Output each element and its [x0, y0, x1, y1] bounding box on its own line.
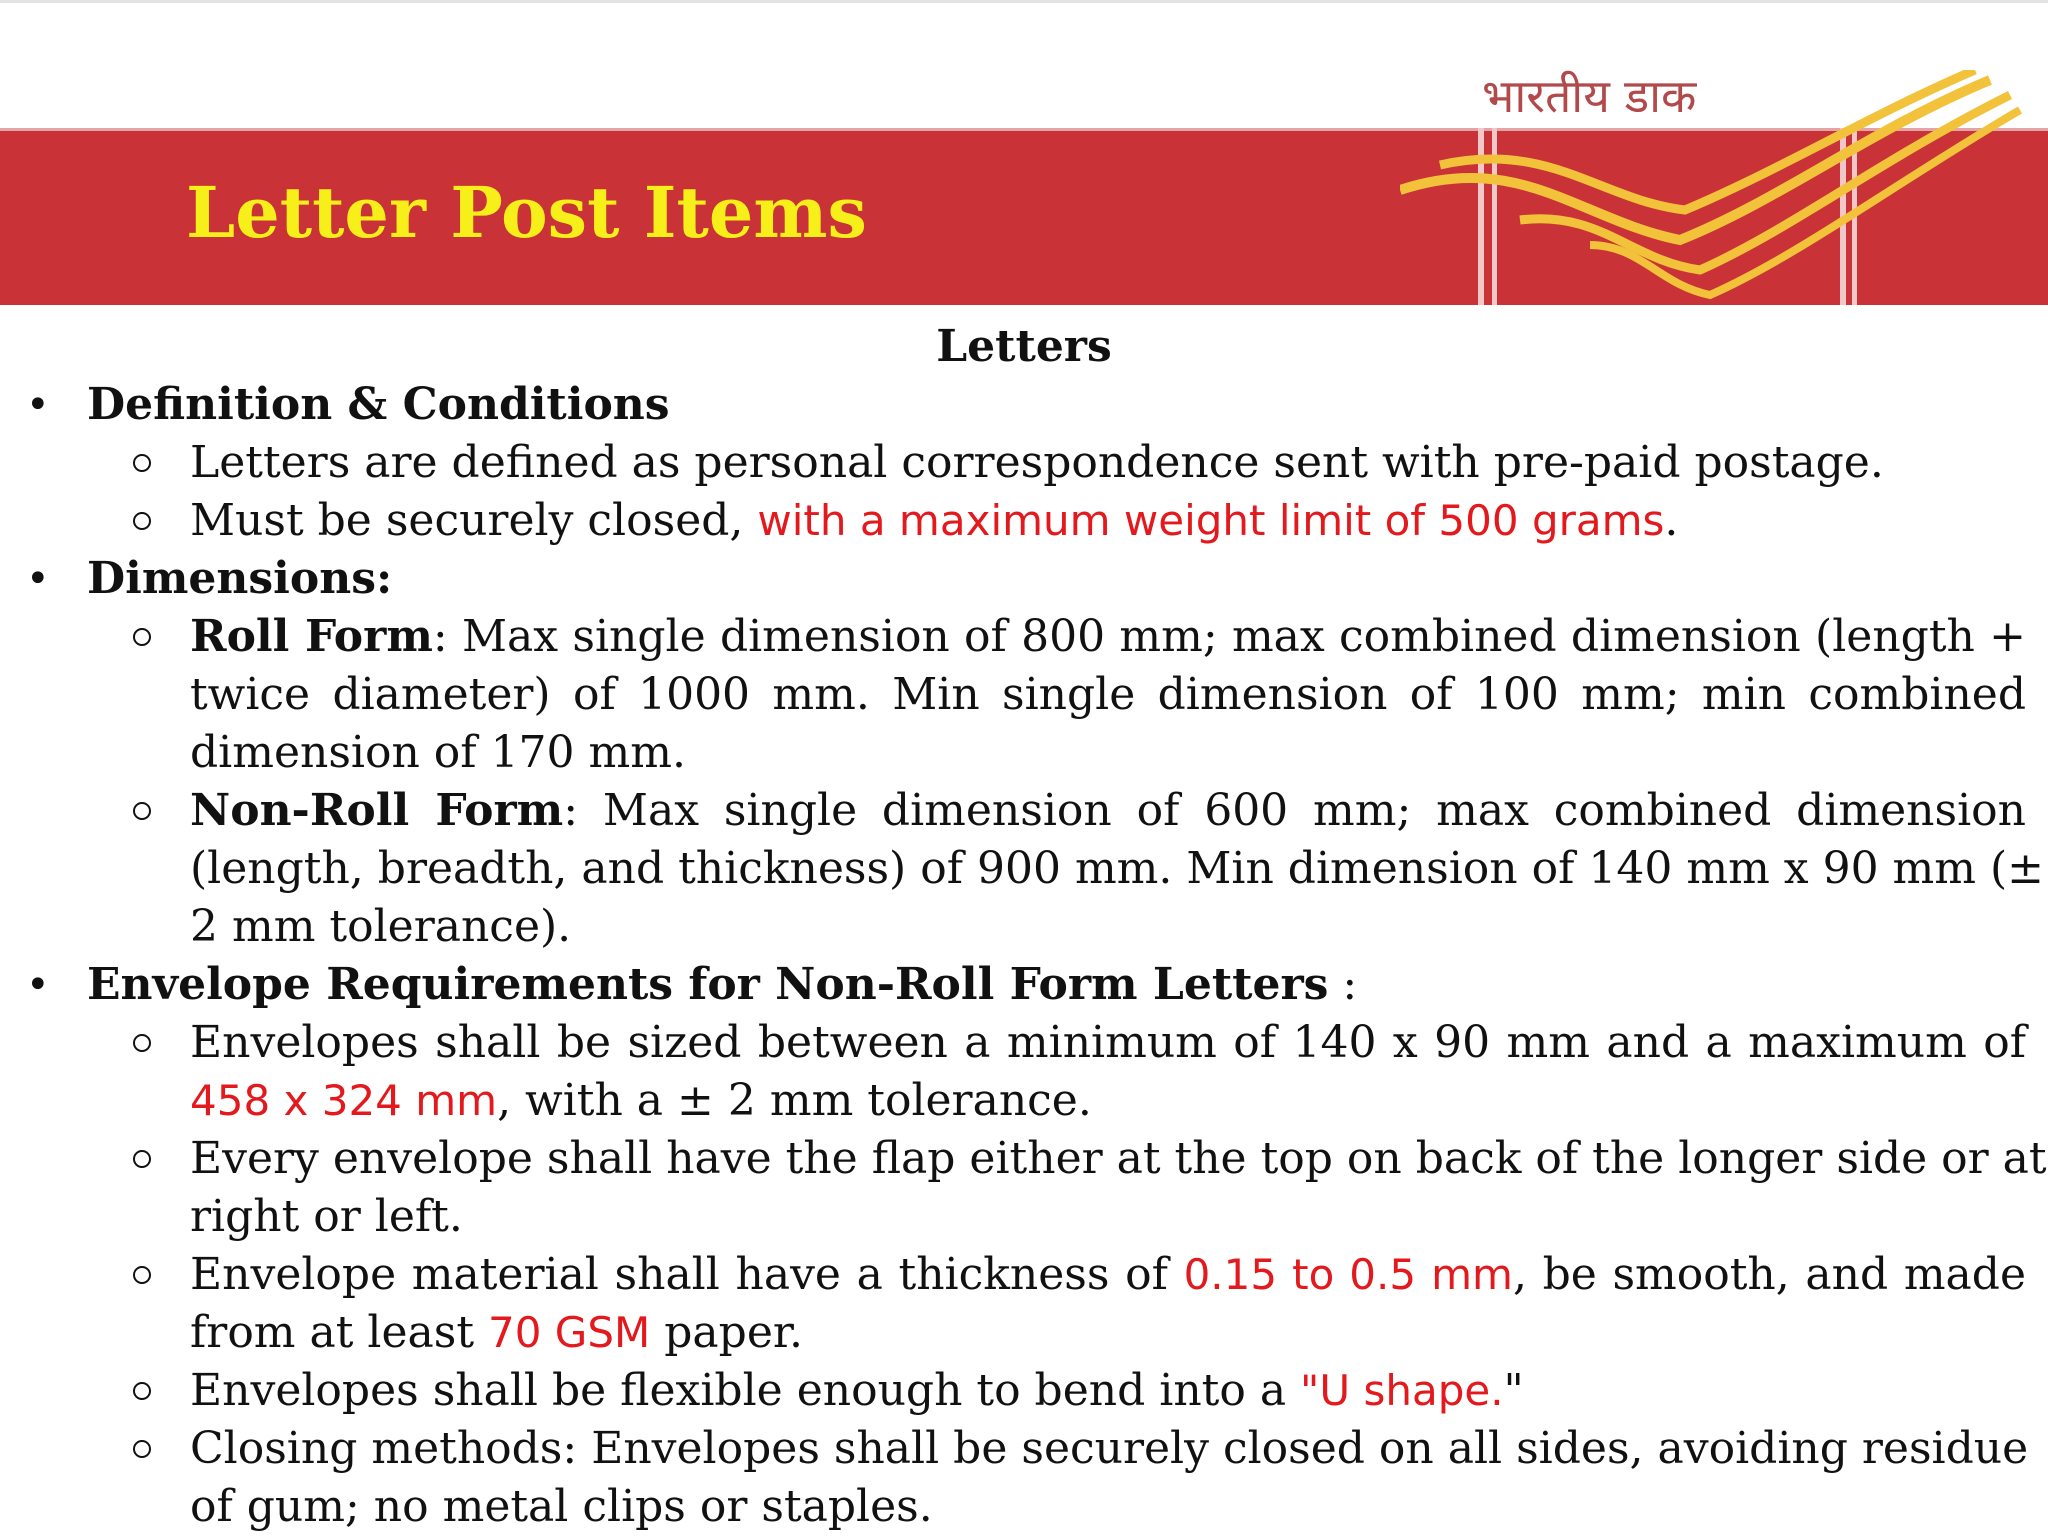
- section-title-envelope: Envelope Requirements for Non-Roll Form Letters :: [87, 959, 1358, 1010]
- list-item: Closing methods: Envelopes shall be securely closed on all sides, avoiding residue: [190, 1423, 2029, 1474]
- circle-bullet-icon: [133, 1266, 151, 1284]
- circle-bullet-icon: [133, 802, 151, 820]
- list-item-continuation: from at least 70 GSM paper.: [190, 1307, 804, 1358]
- bullet-icon: •: [26, 382, 50, 428]
- top-rule: [0, 0, 2048, 3]
- highlight-text: with a maximum weight limit of 500 grams: [757, 496, 1665, 545]
- list-item-continuation: 2 mm tolerance).: [190, 901, 572, 952]
- highlight-text: 0.15 to 0.5 mm: [1183, 1250, 1513, 1299]
- highlight-text: "U shape.: [1300, 1366, 1504, 1415]
- list-item: Envelope material shall have a thickness of 0.15 to 0.5 mm, be smooth, and made: [190, 1249, 2026, 1300]
- circle-bullet-icon: [133, 1034, 151, 1052]
- list-item: Envelopes shall be sized between a minimum of 140 x 90 mm and a maximum of: [190, 1017, 2026, 1068]
- list-item-continuation: 458 x 324 mm, with a ± 2 mm tolerance.: [190, 1075, 1092, 1126]
- list-item-continuation: twice diameter) of 1000 mm. Min single dimension of 100 mm; min combined: [190, 669, 2026, 720]
- bullet-icon: •: [26, 556, 50, 602]
- section-heading: Letters: [936, 321, 1112, 372]
- section-title-dimensions: Dimensions:: [87, 553, 393, 604]
- list-item: Must be securely closed, with a maximum weight limit of 500 grams.: [190, 495, 1679, 546]
- list-item-continuation: of gum; no metal clips or staples.: [190, 1481, 933, 1532]
- highlight-text: 458 x 324 mm: [190, 1076, 498, 1125]
- list-item-continuation: (length, breadth, and thickness) of 900 mm. Min dimension of 140 mm x 90 mm (±: [190, 843, 2045, 894]
- highlight-text: 70 GSM: [488, 1308, 651, 1357]
- list-item-continuation: right or left.: [190, 1191, 463, 1242]
- list-item: Non-Roll Form: Max single dimension of 600 mm; max combined dimension: [190, 785, 2026, 836]
- circle-bullet-icon: [133, 454, 151, 472]
- bullet-icon: •: [26, 962, 50, 1008]
- circle-bullet-icon: [133, 512, 151, 530]
- circle-bullet-icon: [133, 628, 151, 646]
- list-item: Envelopes shall be flexible enough to bend into a "U shape.": [190, 1365, 1524, 1416]
- list-item: Letters are defined as personal correspondence sent with pre-paid postage.: [190, 437, 1884, 488]
- list-item: Every envelope shall have the flap either at the top on back of the longer side or at: [190, 1133, 2047, 1184]
- logo-text: भारतीय डाक: [1482, 69, 1697, 123]
- list-item-continuation: dimension of 170 mm.: [190, 727, 686, 778]
- page-title: Letter Post Items: [186, 171, 867, 254]
- list-item: Roll Form: Max single dimension of 800 mm; max combined dimension (length +: [190, 611, 2026, 662]
- circle-bullet-icon: [133, 1382, 151, 1400]
- section-title-definition: Definition & Conditions: [87, 379, 670, 430]
- circle-bullet-icon: [133, 1440, 151, 1458]
- circle-bullet-icon: [133, 1150, 151, 1168]
